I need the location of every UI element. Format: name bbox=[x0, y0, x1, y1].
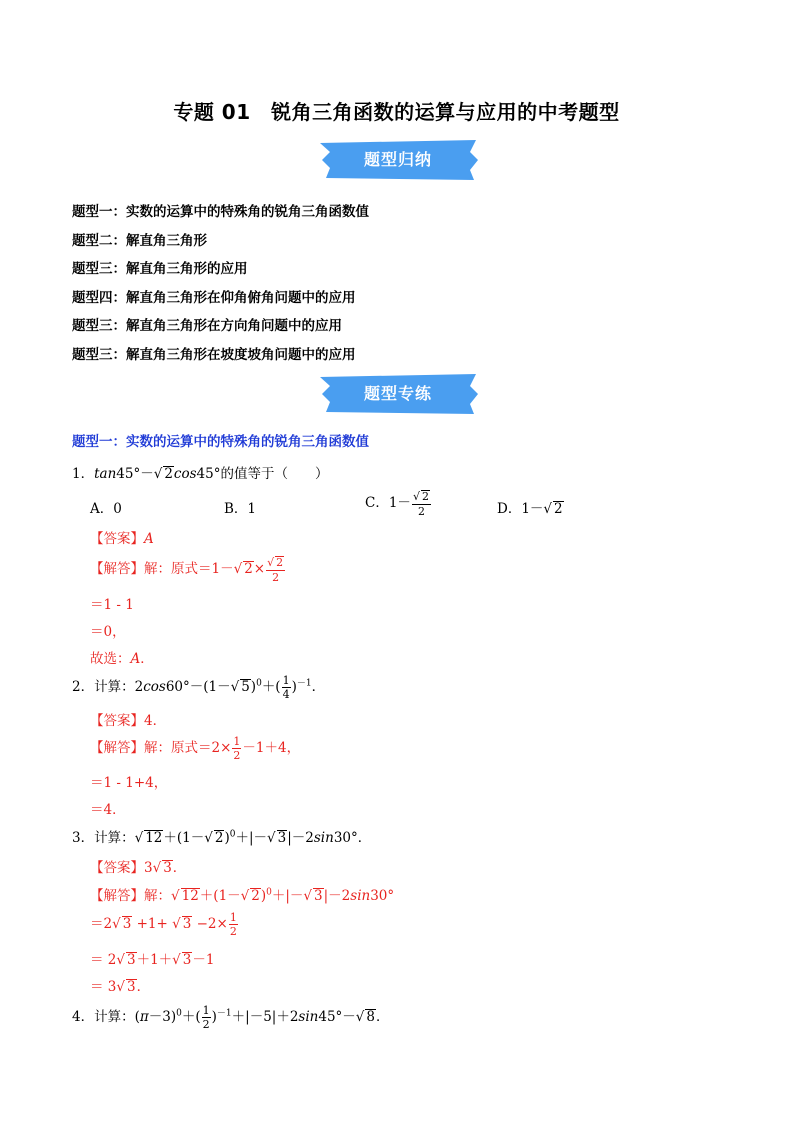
toc-item-6: 题型三：解直角三角形在坡度坡角问题中的应用 bbox=[72, 347, 356, 363]
solution-3-step: ＝ 3√ 3． bbox=[90, 979, 151, 995]
solution-1-step: 故选：A． bbox=[90, 651, 154, 667]
banner-label: 题型归纳 bbox=[363, 150, 432, 169]
section-heading: 题型一：实数的运算中的特殊角的锐角三角函数值 bbox=[72, 434, 369, 450]
solution-2-step: ＝1 - 1+4， bbox=[90, 775, 168, 791]
page-title: 专题 01 锐角三角函数的运算与应用的中考题型 bbox=[173, 100, 620, 124]
section-banner-practice bbox=[318, 374, 478, 414]
solution-3: 【解答】解：√ 12＋(1－√ 2)$^0$＋|－√ 3|－2sin30° bbox=[90, 887, 395, 904]
solution-3-step: ＝ 2√ 3＋1＋√ 3－1 bbox=[90, 952, 215, 968]
answer-1: 【答案】A bbox=[90, 531, 154, 547]
toc-item-3: 题型三：解直角三角形的应用 bbox=[72, 261, 248, 277]
question-4: 4．计算：$(\pi-3)^0+$( $\frac{1}{2}$ )$^{-1}$＋|－5|＋2sin45°－√ 8． bbox=[72, 1004, 390, 1031]
question-2: 2．计算：2cos60°－(1－√ 5)$^0$＋( $\frac{1}{4}$ )$^{-1}$． bbox=[72, 674, 326, 701]
banner-label: 题型专练 bbox=[363, 384, 432, 403]
option-c: C．1－ $\frac{√ 2}{2}$ bbox=[365, 490, 429, 519]
solution-2-step: ＝4． bbox=[90, 802, 126, 818]
option-b: B．1 bbox=[224, 501, 257, 517]
solution-3-step: ＝2√ 3 +1+ √ 3 −2× $\frac{1}{2}$ bbox=[90, 911, 237, 938]
solution-1-step: ＝1 - 1 bbox=[90, 597, 134, 613]
toc-item-5: 题型三：解直角三角形在方向角问题中的应用 bbox=[72, 318, 342, 334]
toc-item-1: 题型一：实数的运算中的特殊角的锐角三角函数值 bbox=[72, 204, 369, 220]
question-1: 1．tan45°－√ 2cos45°的值等于（ ） bbox=[72, 466, 329, 482]
option-a: A．0 bbox=[90, 501, 122, 517]
question-number: 1． bbox=[72, 466, 95, 482]
toc-item-4: 题型四：解直角三角形在仰角俯角问题中的应用 bbox=[72, 290, 356, 306]
question-3: 3．计算：√ 12＋(1－√ 2)$^0$＋|－√ 3|－2sin30°． bbox=[72, 829, 372, 846]
question-text: 的值等于（ ） bbox=[220, 466, 329, 482]
solution-1: 【解答】解：原式＝1－√ 2× $\frac{√ 2}{2}$ bbox=[90, 556, 284, 585]
solution-1-step: ＝0， bbox=[90, 624, 126, 640]
section-banner-summary bbox=[318, 140, 478, 180]
solution-2: 【解答】解：原式＝2× $\frac{1}{2}$ －1＋4， bbox=[90, 735, 301, 762]
option-d: D．1－√ 2 bbox=[497, 501, 563, 517]
answer-3: 【答案】3√ 3． bbox=[90, 860, 187, 876]
toc-item-2: 题型二：解直角三角形 bbox=[72, 233, 207, 249]
answer-2: 【答案】4． bbox=[90, 713, 167, 729]
